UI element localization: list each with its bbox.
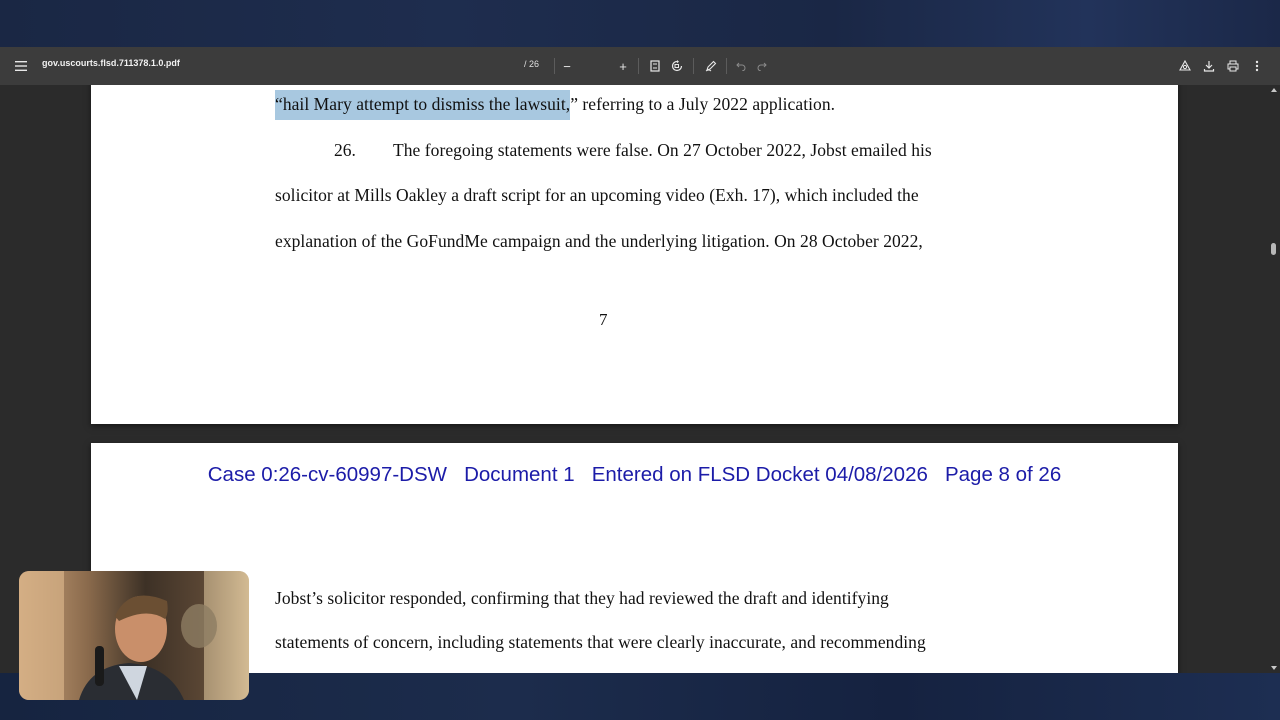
print-icon[interactable] [1222, 55, 1244, 77]
text-selection-highlight[interactable]: “hail Mary attempt to dismiss the lawsuit, [275, 90, 570, 120]
toolbar-divider [554, 58, 555, 74]
webcam-overlay [19, 571, 249, 700]
vertical-scrollbar[interactable] [1268, 85, 1280, 673]
rotate-icon[interactable] [666, 55, 688, 77]
desktop-background-top [0, 0, 1280, 47]
doc-text-line: Jobst’s solicitor responded, confirming that they had reviewed the draft and identifying [275, 588, 889, 608]
webcam-person-image [19, 571, 249, 700]
court-filing-header: Case 0:26-cv-60997-DSW Document 1 Entered on FLSD Docket 04/08/2026 Page 8 of 26 [207, 463, 1062, 486]
paragraph-number: 26. [334, 140, 356, 160]
fit-page-icon[interactable] [644, 55, 666, 77]
pdf-page-8 [91, 443, 1178, 673]
doc-text-line: statements of concern, including statements that were clearly inaccurate, and recommending [275, 632, 926, 652]
toolbar-divider [638, 58, 639, 74]
zoom-in-button[interactable]: + [619, 58, 627, 74]
pdf-page-7 [91, 85, 1178, 424]
scroll-down-arrow-icon[interactable] [1271, 666, 1277, 670]
doc-text-segment: ” referring to a July 2022 application. [570, 94, 836, 114]
doc-text-line: explanation of the GoFundMe campaign and the underlying litigation. On 28 October 2022, [275, 231, 923, 251]
annotate-icon[interactable] [700, 55, 722, 77]
undo-icon[interactable] [730, 55, 752, 77]
menu-icon[interactable] [10, 55, 32, 77]
download-icon[interactable] [1198, 55, 1220, 77]
redo-icon[interactable] [751, 55, 773, 77]
doc-text-line: solicitor at Mills Oakley a draft script for an upcoming video (Exh. 17), which included the [275, 185, 919, 205]
more-vert-icon[interactable] [1246, 55, 1268, 77]
scrollbar-thumb[interactable] [1271, 243, 1276, 255]
zoom-out-button[interactable]: − [563, 58, 571, 74]
toolbar-divider [726, 58, 727, 74]
scroll-up-arrow-icon[interactable] [1271, 88, 1277, 92]
page-footer-number: 7 [599, 310, 608, 329]
page-total: / 26 [524, 59, 540, 69]
ai-icon[interactable] [1174, 55, 1196, 77]
document-filename: gov.uscourts.flsd.711378.1.0.pdf [42, 58, 180, 68]
toolbar-divider [693, 58, 694, 74]
pdf-toolbar [0, 47, 1280, 85]
doc-text-line: The foregoing statements were false. On 27 October 2022, Jobst emailed his [393, 140, 932, 160]
doc-text-line [275, 94, 835, 115]
